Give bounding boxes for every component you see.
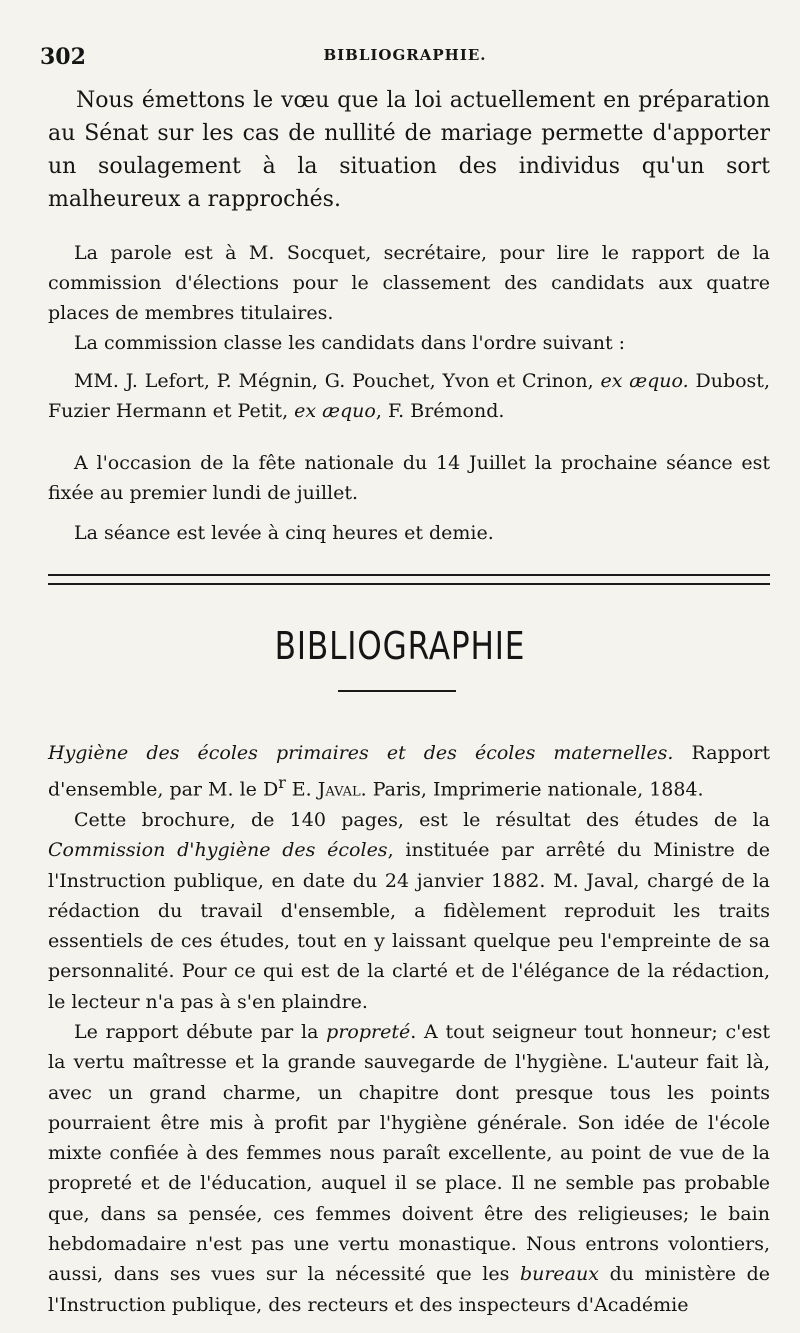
review-p1-start: Cette brochure, de 140 pages, est le résultat des études de la [74, 808, 770, 831]
work-info-1: Rapport d'ensemble, par M. le D [48, 742, 771, 801]
work-info-superscript: r [278, 773, 286, 793]
wish-paragraph: Nous émettons le vœu que la loi actuellement en préparation au Sénat sur les cas de nullité de mariage permette d'apporter un soulagement à la situation des individus qu'un sort malheureux a rapprochés. [48, 88, 770, 212]
next-session-paragraph: A l'occasion de la fête nationale du 14 Juillet la prochaine séance est fixée au premier lundi de juillet. [48, 452, 770, 504]
ex-aequo-note-1: ex æquo. [600, 370, 689, 392]
work-info-2: Paris, Imprimerie nationale, 1884. [366, 778, 704, 801]
review-p1-end: , instituée par arrêté du Ministre de l'Instruction publique, en date du 24 janvier 1882. M. Javal, chargé de la rédaction du travail d'ensemble, a fidèlement reproduit les traits essentiels de ces études, tout en y laissant quelque peu l'empreinte de sa personnalité. Pour ce qui est de la clarté et de l'élégance de la rédaction, le lecteur n'a pas à s'en plaindre. [48, 839, 770, 1013]
ex-aequo-note-2: ex æquo [294, 400, 376, 422]
page-header [40, 44, 770, 70]
page-number: 302 [40, 44, 86, 70]
bureaux-term: bureaux [519, 1263, 599, 1286]
review-p2-middle: . A tout seigneur tout honneur; c'est la vertu maîtresse et la grande sauvegarde de l'hygiène. L'auteur fait là, avec un grand charme, un chapitre dont presque tous les points pourraient être mis à profit par l'hygiène générale. Son idée de l'école mixte confiée à des femmes nous paraît excellente, au point de vue de la propreté et de l'éducation, auquel il se place. Il ne semble pas probable que, dans sa pensée, ces femmes doivent être des religieuses; le bain hebdomadaire n'est pas une vertu monastique. Nous entrons volontiers, aussi, dans ses vues sur la nécessité que les [48, 1021, 770, 1286]
review-p2-end: du ministère de l'Instruction publique, des recteurs et des inspecteurs d'Académie [48, 1263, 770, 1316]
work-citation [48, 738, 770, 805]
candidates-main: MM. J. Lefort, P. Mégnin, G. Pouchet, Yvon et Crinon, [74, 370, 601, 392]
classification-paragraph: La commission classe les candidats dans l'ordre suivant : [74, 332, 626, 354]
review-p2-start: Le rapport débute par la [74, 1021, 327, 1043]
proprete-term: propreté [326, 1021, 411, 1043]
bibliography-section [48, 738, 770, 1320]
work-title: Hygiène des écoles primaires et des écoles maternelles. [48, 742, 674, 764]
candidates-end: , F. Brémond. [375, 400, 505, 422]
heading-underline [338, 690, 456, 692]
candidates-list [48, 366, 770, 426]
running-title: BIBLIOGRAPHIE. [323, 46, 487, 64]
commission-name: Commission d'hygiène des écoles [48, 839, 388, 862]
candidates-second: Dubost, Fuzier Hermann et Petit, [48, 370, 770, 422]
wish-paragraph-block [48, 84, 770, 216]
review-paragraph-2 [48, 1017, 770, 1320]
session-minutes [48, 238, 770, 426]
report-intro-paragraph: La parole est à M. Socquet, secrétaire, pour lire le rapport de la commission d'élections pour le classement des candidats aux quatre places de membres titulaires. [48, 242, 770, 324]
closing-paragraph: La séance est levée à cinq heures et demie. [74, 522, 494, 544]
session-end [48, 448, 770, 548]
work-author: E. Javal. [285, 778, 367, 801]
section-divider [48, 574, 770, 585]
review-paragraph-1 [48, 805, 770, 1017]
section-heading: BIBLIOGRAPHIE [274, 624, 526, 668]
